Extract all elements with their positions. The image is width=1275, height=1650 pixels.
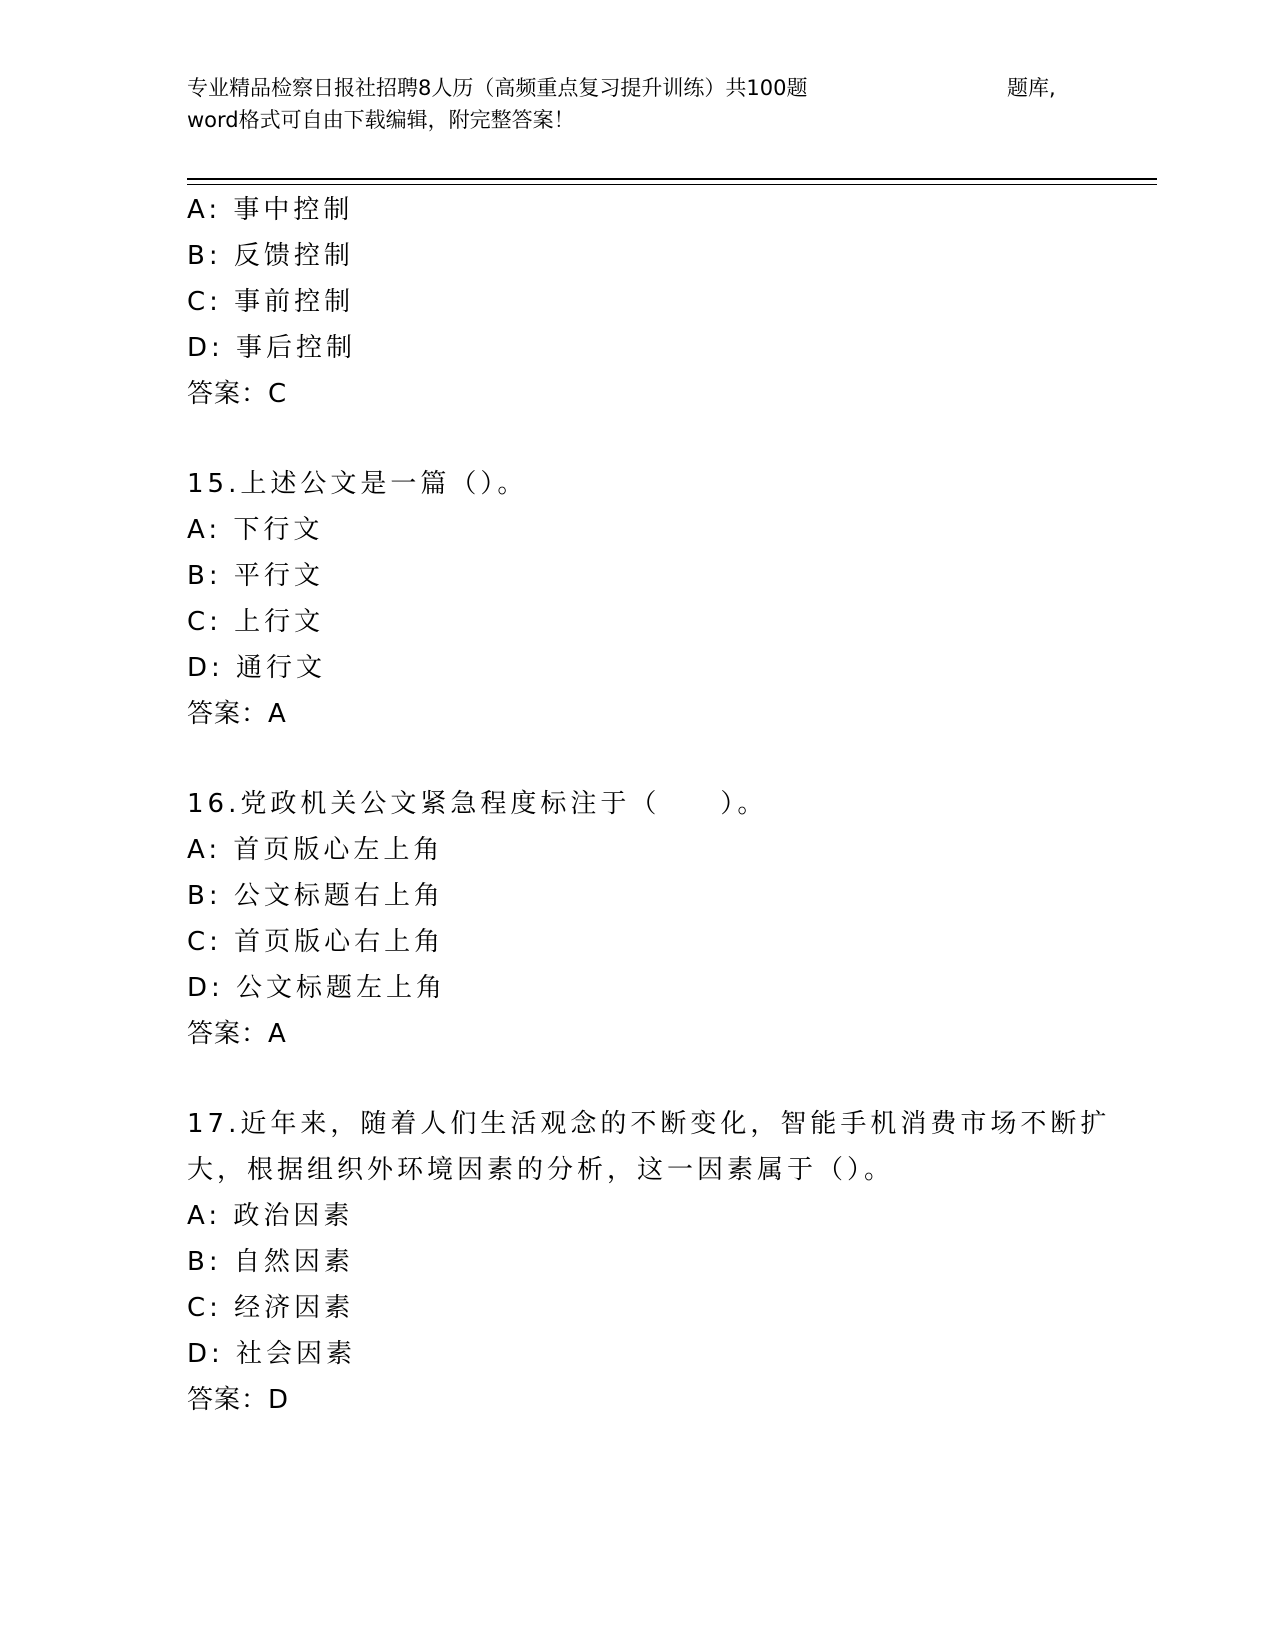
option-c: C: 事前控制 [187,287,355,317]
option-a: A: 下行文 [187,515,324,545]
document-header [187,72,1077,136]
header-title: 专业精品检察日报社招聘8人历（高频重点复习提升训练）共100题 [187,76,808,100]
answer: 答案：A [187,699,287,729]
question-content [187,187,1111,1423]
question-text: 16.党政机关公文紧急程度标注于（ ）。 [187,789,768,819]
answer: 答案：A [187,1019,287,1049]
question-text: 15.上述公文是一篇（）。 [187,469,528,499]
option-b: B: 反馈控制 [187,241,354,271]
question-16 [187,781,1077,1057]
option-a: A: 事中控制 [187,195,354,225]
option-c: C: 上行文 [187,607,325,637]
answer: 答案：C [187,379,288,409]
header-rule-thin [187,184,1157,185]
header-line-1 [187,72,1077,104]
option-c: C: 经济因素 [187,1293,355,1323]
question-15 [187,461,1077,737]
option-c: C: 首页版心右上角 [187,927,445,957]
question-17 [187,1101,1111,1423]
question-text-line-2: 大，根据组织外环境因素的分析，这一因素属于（）。 [187,1155,895,1185]
option-b: B: 自然因素 [187,1247,354,1277]
answer: 答案：D [187,1385,290,1415]
option-d: D: 社会因素 [187,1339,357,1369]
question-text-line-1: 17.近年来，随着人们生活观念的不断变化，智能手机消费市场不断扩 [187,1109,1111,1139]
question-14 [187,187,1077,417]
option-b: B: 平行文 [187,561,324,591]
header-rule-thick [187,178,1157,180]
header-line-2: word格式可自由下载编辑，附完整答案！ [187,108,575,132]
header-title-tail: 题库, [1007,76,1056,100]
option-d: D: 公文标题左上角 [187,973,447,1003]
option-a: A: 首页版心左上角 [187,835,444,865]
option-a: A: 政治因素 [187,1201,354,1231]
option-d: D: 事后控制 [187,333,357,363]
option-d: D: 通行文 [187,653,327,683]
option-b: B: 公文标题右上角 [187,881,444,911]
